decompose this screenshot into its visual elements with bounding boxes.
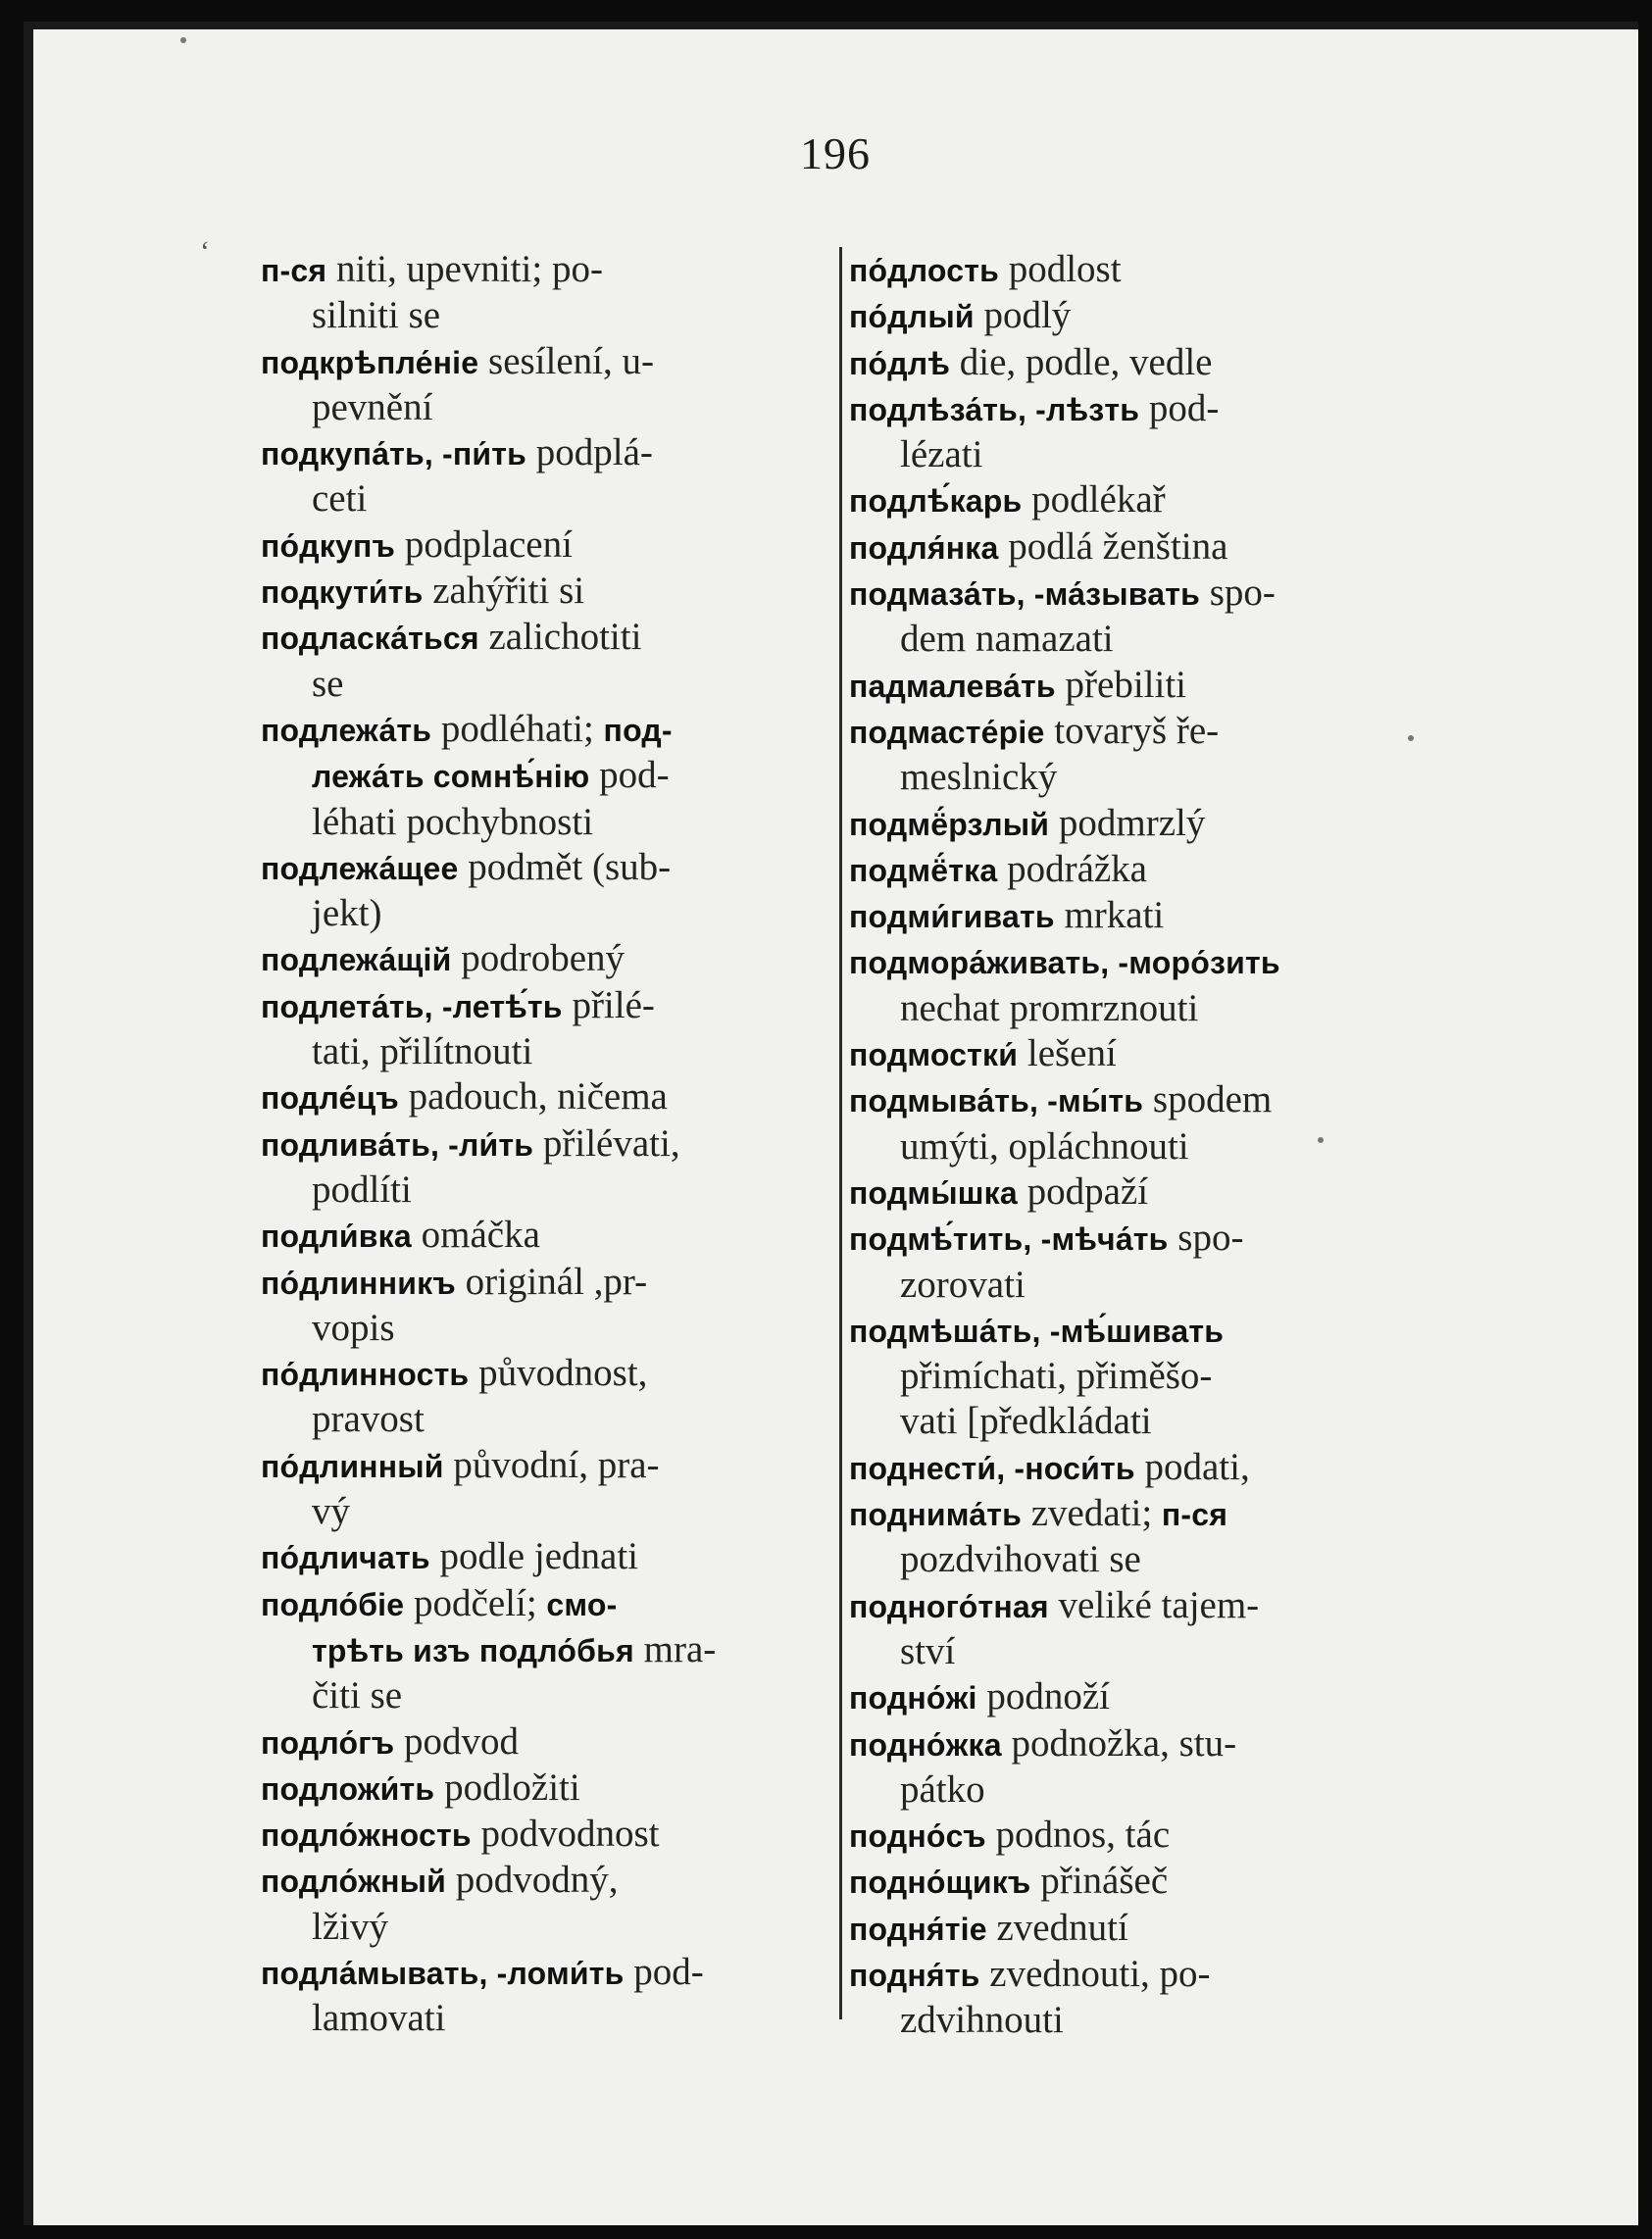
- translation: padouch, ničema: [408, 1075, 668, 1119]
- translation: lešení: [1026, 1032, 1117, 1075]
- translation: přebiliti: [1065, 663, 1187, 706]
- entry-continuation-line: [261, 1627, 820, 1673]
- entry-line: [849, 1031, 1437, 1077]
- entry-line: [261, 1260, 820, 1306]
- headword: подлежа́щее: [261, 850, 459, 886]
- entry-line: [261, 1766, 820, 1812]
- dictionary-entry: [261, 430, 820, 522]
- entry-line: [261, 247, 820, 293]
- dictionary-entry: [261, 1950, 820, 2042]
- headword: подмостки́: [849, 1037, 1019, 1073]
- translation: umýti, opláchnouti: [900, 1124, 1189, 1168]
- headword: подле́цъ: [261, 1080, 399, 1117]
- entry-continuation-line: [261, 1905, 820, 1950]
- translation: zvedati;: [1030, 1492, 1153, 1535]
- translation: podlíti: [312, 1168, 412, 1211]
- dictionary-entry: [849, 293, 1437, 339]
- headword: подлежа́ть: [261, 712, 432, 748]
- headword: п-ся: [261, 253, 327, 288]
- entry-line: [849, 340, 1437, 386]
- entry-line: [261, 845, 820, 891]
- entry-continuation-line: [261, 1673, 820, 1718]
- translation: jekt): [312, 892, 382, 935]
- entry-continuation-line: [849, 1767, 1437, 1813]
- entry-continuation-line: [849, 1263, 1437, 1308]
- headword: подло́жность: [261, 1817, 472, 1854]
- translation: čiti se: [312, 1674, 403, 1717]
- headword: подмора́живать, -моро́зить: [849, 945, 1280, 981]
- headword: подмё́тка: [849, 852, 998, 888]
- entry-line: [849, 1216, 1437, 1262]
- entry-line: [261, 1121, 820, 1168]
- dictionary-entry: [261, 1766, 820, 1812]
- entry-continuation-line: [261, 476, 820, 522]
- entry-line: [261, 1719, 820, 1766]
- headword: подно́съ: [849, 1818, 986, 1855]
- entry-line: [261, 522, 820, 569]
- entry-line: [849, 663, 1437, 709]
- translation: meslnický: [900, 756, 1058, 799]
- left-column: [261, 247, 820, 2042]
- entry-line: [849, 1169, 1437, 1216]
- headword: подня́тіе: [849, 1911, 987, 1947]
- translation: podplá-: [535, 431, 653, 474]
- entry-continuation-line: [261, 385, 820, 430]
- dictionary-entry: [849, 801, 1437, 847]
- headword: по́длинникъ: [261, 1265, 456, 1301]
- dictionary-entry: [849, 1674, 1437, 1720]
- entry-line: [261, 1581, 820, 1627]
- dictionary-entry: [849, 1583, 1437, 1675]
- translation: pevnění: [312, 385, 433, 428]
- entry-line: [849, 247, 1437, 293]
- dictionary-entry: [261, 845, 820, 937]
- entry-continuation-line: [261, 1397, 820, 1442]
- dictionary-entry: [849, 524, 1437, 571]
- dictionary-entry: [849, 847, 1437, 893]
- column-divider: [839, 247, 842, 2019]
- translation: podpaží: [1026, 1169, 1149, 1213]
- entry-continuation-line: [849, 1399, 1437, 1444]
- entry-line: [849, 847, 1437, 893]
- entry-line: [849, 477, 1437, 523]
- translation: podlý: [983, 294, 1072, 337]
- entry-line: [261, 1858, 820, 1904]
- translation: pátko: [900, 1767, 985, 1811]
- headword: подла́мывать, -ломи́ть: [261, 1955, 625, 1991]
- dictionary-entry: [849, 477, 1437, 523]
- translation: podnos, tác: [995, 1814, 1171, 1857]
- entry-line: [849, 1859, 1437, 1905]
- dictionary-entry: [261, 522, 820, 569]
- entry-line: [849, 293, 1437, 339]
- entry-line: [849, 1445, 1437, 1491]
- headword: подмасте́ріе: [849, 714, 1045, 750]
- dictionary-entry: [849, 1169, 1437, 1216]
- dictionary-entry: [849, 709, 1437, 801]
- entry-line: [849, 939, 1437, 985]
- translation: lživý: [312, 1905, 388, 1948]
- dictionary-entry: [849, 1491, 1437, 1583]
- speck: [1408, 735, 1414, 741]
- dictionary-entry: [261, 1443, 820, 1535]
- translation: pozdvihovati se: [900, 1538, 1141, 1581]
- dictionary-entry: [261, 1351, 820, 1443]
- translation: původnost,: [478, 1352, 648, 1395]
- entry-continuation-line: [261, 662, 820, 707]
- translation: silniti se: [312, 294, 441, 337]
- entry-continuation-line: [261, 800, 820, 845]
- translation: lézati: [900, 433, 983, 476]
- dictionary-page: [24, 22, 1638, 2225]
- entry-continuation-line: [849, 1354, 1437, 1399]
- entry-line: [261, 1443, 820, 1489]
- headword: подмыва́ть, -мы́ть: [849, 1083, 1144, 1120]
- entry-line: [261, 1812, 820, 1858]
- dictionary-entry: [849, 1952, 1437, 2044]
- translation: zvednouti, po-: [989, 1952, 1211, 1995]
- entry-continuation-line: [261, 1306, 820, 1351]
- translation: podčelí;: [414, 1581, 537, 1624]
- dictionary-entry: [849, 1859, 1437, 1905]
- headword: подкупа́ть, -пи́ть: [261, 436, 527, 473]
- translation: vopis: [312, 1306, 395, 1349]
- headword: падмалева́ть: [849, 668, 1056, 704]
- entry-line: [261, 983, 820, 1029]
- dictionary-entry: [261, 1812, 820, 1858]
- headword: подло́біе: [261, 1586, 405, 1622]
- headword: подло́жный: [261, 1864, 447, 1900]
- translation: podati,: [1144, 1445, 1250, 1488]
- translation: podnožka, stu-: [1011, 1721, 1237, 1765]
- translation: zalichotiti: [488, 616, 642, 659]
- speck: [180, 37, 186, 43]
- entry-line: [849, 1674, 1437, 1720]
- entry-line: [261, 430, 820, 476]
- translation: die, podle, vedle: [959, 340, 1213, 383]
- entry-line: [261, 615, 820, 661]
- dictionary-entry: [261, 1121, 820, 1214]
- entry-continuation-line: [261, 293, 820, 338]
- dictionary-entry: [261, 1213, 820, 1259]
- right-column: [849, 247, 1437, 2044]
- translation: niti, upevniti;: [336, 248, 543, 290]
- translation: spo-: [1209, 572, 1276, 615]
- entry-line: [849, 1491, 1437, 1537]
- translation: vati [předkládati: [900, 1400, 1152, 1443]
- entry-line: [849, 571, 1437, 617]
- entry-continuation-line: [849, 432, 1437, 477]
- translation: podle jednati: [439, 1535, 638, 1578]
- headword: по́дличать: [261, 1540, 430, 1576]
- headword: подного́тная: [849, 1588, 1049, 1624]
- translation: se: [312, 662, 344, 705]
- entry-line: [261, 1351, 820, 1397]
- translation: přimíchati, přiměšo-: [900, 1355, 1213, 1398]
- entry-line: [849, 709, 1437, 755]
- entry-line: [849, 1952, 1437, 1998]
- dictionary-entry: [261, 707, 820, 845]
- headword: подлѣ́карь: [849, 483, 1023, 520]
- translation: spo-: [1177, 1217, 1244, 1260]
- dictionary-entry: [261, 247, 820, 339]
- headword: подня́ть: [849, 1957, 980, 1993]
- entry-continuation-line: [849, 755, 1437, 800]
- headword: по́длѣ: [849, 345, 950, 381]
- headword: лежа́ть сомнѣ́нію: [312, 759, 590, 795]
- entry-line: [261, 1074, 820, 1120]
- dictionary-entry: [849, 340, 1437, 386]
- translation: vý: [312, 1490, 350, 1533]
- headword: подло́гъ: [261, 1724, 395, 1761]
- dictionary-entry: [849, 939, 1437, 1031]
- entry-line: [849, 1583, 1437, 1629]
- entry-line: [261, 569, 820, 615]
- translation: po-: [551, 248, 603, 290]
- entry-continuation-line: [849, 1998, 1437, 2043]
- entry-continuation-line: [849, 1629, 1437, 1674]
- entry-line: [849, 893, 1437, 939]
- entry-continuation-line: [261, 1996, 820, 2041]
- headword: подлежа́щій: [261, 942, 452, 978]
- entry-continuation-line: [849, 1124, 1437, 1169]
- translation: podložiti: [444, 1766, 580, 1809]
- translation: léhati pochybnosti: [312, 800, 594, 843]
- translation: podlá ženština: [1008, 524, 1228, 568]
- dictionary-entry: [849, 386, 1437, 478]
- margin-mark: ‘: [200, 235, 210, 268]
- translation: zahýřiti si: [432, 570, 585, 613]
- headword: подласка́ться: [261, 621, 479, 657]
- entry-line: [849, 1077, 1437, 1123]
- headword: подлива́ть, -ли́ть: [261, 1126, 534, 1163]
- translation: podrážka: [1007, 847, 1147, 890]
- headword: подмѣша́ть, -мѣ́шивать: [849, 1313, 1225, 1349]
- dictionary-entry: [849, 663, 1437, 709]
- translation: přinášeč: [1040, 1860, 1169, 1903]
- translation: podvod: [404, 1719, 520, 1763]
- headword: по́дкупъ: [261, 527, 396, 564]
- headword: по́длость: [849, 253, 999, 288]
- entry-continuation-line: [849, 1537, 1437, 1582]
- translation: přilé-: [572, 983, 655, 1026]
- dictionary-entry: [849, 1721, 1437, 1814]
- dictionary-entry: [261, 936, 820, 982]
- dictionary-entry: [849, 1216, 1437, 1308]
- translation: sesílení, u-: [488, 339, 654, 382]
- translation: podlost: [1008, 248, 1122, 290]
- translation: tati, přilítnouti: [312, 1030, 533, 1073]
- speck: [1318, 1137, 1324, 1143]
- translation: mra-: [643, 1627, 717, 1670]
- headword-phrase: под-: [603, 712, 673, 748]
- headword: подмы́шка: [849, 1174, 1018, 1211]
- headword: подно́жі: [849, 1680, 977, 1717]
- translation: podvodný,: [455, 1859, 619, 1902]
- dictionary-entry: [261, 1719, 820, 1766]
- headword: по́длый: [849, 299, 975, 335]
- translation: pod-: [1148, 386, 1220, 429]
- entry-line: [261, 707, 820, 753]
- dictionary-entry: [261, 1074, 820, 1120]
- translation: pod-: [633, 1950, 704, 1993]
- headword: по́длинность: [261, 1357, 470, 1393]
- entry-continuation-line: [849, 617, 1437, 662]
- headword-phrase: п-ся: [1161, 1497, 1228, 1533]
- translation: mrkati: [1064, 894, 1165, 937]
- translation: podléhati;: [440, 707, 594, 750]
- entry-line: [261, 339, 820, 385]
- headword: подлѣза́ть, -лѣзть: [849, 391, 1140, 427]
- headword: подкрѣпле́ніе: [261, 344, 479, 380]
- translation: omáčka: [421, 1214, 540, 1257]
- headword: подля́нка: [849, 529, 999, 566]
- headword: трѣть изъ подло́бья: [312, 1632, 634, 1668]
- entry-continuation-line: [261, 1168, 820, 1213]
- headword: подно́жка: [849, 1726, 1002, 1763]
- headword-phrase: смо-: [546, 1586, 618, 1622]
- translation: zorovati: [900, 1263, 1026, 1306]
- translation: spodem: [1152, 1078, 1273, 1121]
- translation: nechat promrznouti: [900, 986, 1199, 1029]
- translation: původní, pra-: [453, 1443, 660, 1486]
- entry-line: [849, 801, 1437, 847]
- translation: pod-: [599, 754, 670, 797]
- translation: podrobený: [461, 937, 626, 980]
- headword: по́длинный: [261, 1448, 444, 1484]
- translation: podvodnost: [480, 1813, 660, 1856]
- headword: подми́гивать: [849, 899, 1055, 935]
- translation: zvednutí: [996, 1906, 1128, 1949]
- dictionary-entry: [849, 893, 1437, 939]
- dictionary-entry: [261, 1858, 820, 1950]
- dictionary-entry: [849, 247, 1437, 293]
- translation: podnoží: [986, 1675, 1111, 1718]
- entry-continuation-line: [261, 1029, 820, 1074]
- dictionary-entry: [849, 1906, 1437, 1952]
- translation: dem namazati: [900, 618, 1114, 661]
- dictionary-entry: [849, 571, 1437, 663]
- translation: lamovati: [312, 1997, 446, 2040]
- headword: подмё́рзлый: [849, 806, 1050, 842]
- translation: originál ,pr-: [465, 1260, 648, 1303]
- translation: přilévati,: [542, 1121, 680, 1165]
- dictionary-entry: [849, 1308, 1437, 1445]
- headword: поднима́ть: [849, 1497, 1022, 1533]
- headword: подкути́ть: [261, 574, 424, 611]
- dictionary-entry: [261, 1581, 820, 1719]
- translation: zdvihnouti: [900, 1999, 1064, 2042]
- dictionary-entry: [261, 1260, 820, 1352]
- headword: подмаза́ть, -ма́зывать: [849, 576, 1200, 613]
- headword: подложи́ть: [261, 1770, 435, 1807]
- translation: podplacení: [404, 522, 573, 566]
- entry-line: [849, 1813, 1437, 1859]
- entry-continuation-line: [261, 753, 820, 799]
- entry-line: [261, 1950, 820, 1996]
- headword: подно́щикъ: [849, 1865, 1031, 1901]
- translation: veliké tajem-: [1058, 1583, 1260, 1626]
- dictionary-entry: [849, 1031, 1437, 1077]
- dictionary-entry: [261, 615, 820, 707]
- translation: ství: [900, 1629, 956, 1672]
- dictionary-entry: [261, 339, 820, 431]
- dictionary-entry: [849, 1445, 1437, 1491]
- entry-line: [261, 1534, 820, 1580]
- entry-continuation-line: [849, 986, 1437, 1031]
- translation: podlékař: [1031, 478, 1166, 522]
- entry-line: [261, 936, 820, 982]
- entry-line: [849, 386, 1437, 432]
- translation: tovaryš ře-: [1054, 709, 1220, 752]
- dictionary-entry: [261, 569, 820, 615]
- dictionary-entry: [261, 1534, 820, 1580]
- entry-line: [849, 524, 1437, 571]
- headword: поднести́, -носи́ть: [849, 1450, 1135, 1486]
- entry-line: [261, 1213, 820, 1259]
- headword: подмѣ́тить, -мѣча́ть: [849, 1221, 1169, 1258]
- entry-line: [849, 1308, 1437, 1354]
- dictionary-entry: [849, 1077, 1437, 1169]
- translation: ceti: [312, 477, 368, 521]
- translation: podmrzlý: [1058, 801, 1206, 844]
- translation: pravost: [312, 1398, 425, 1441]
- translation: podmět (sub-: [468, 845, 672, 888]
- headword: подли́вка: [261, 1219, 412, 1255]
- dictionary-entry: [849, 1813, 1437, 1859]
- entry-continuation-line: [261, 1489, 820, 1534]
- dictionary-entry: [261, 983, 820, 1075]
- headword: подлета́ть, -летѣ́ть: [261, 988, 563, 1024]
- entry-line: [849, 1906, 1437, 1952]
- entry-continuation-line: [261, 891, 820, 936]
- entry-line: [849, 1721, 1437, 1767]
- page-number: 196: [800, 128, 871, 178]
